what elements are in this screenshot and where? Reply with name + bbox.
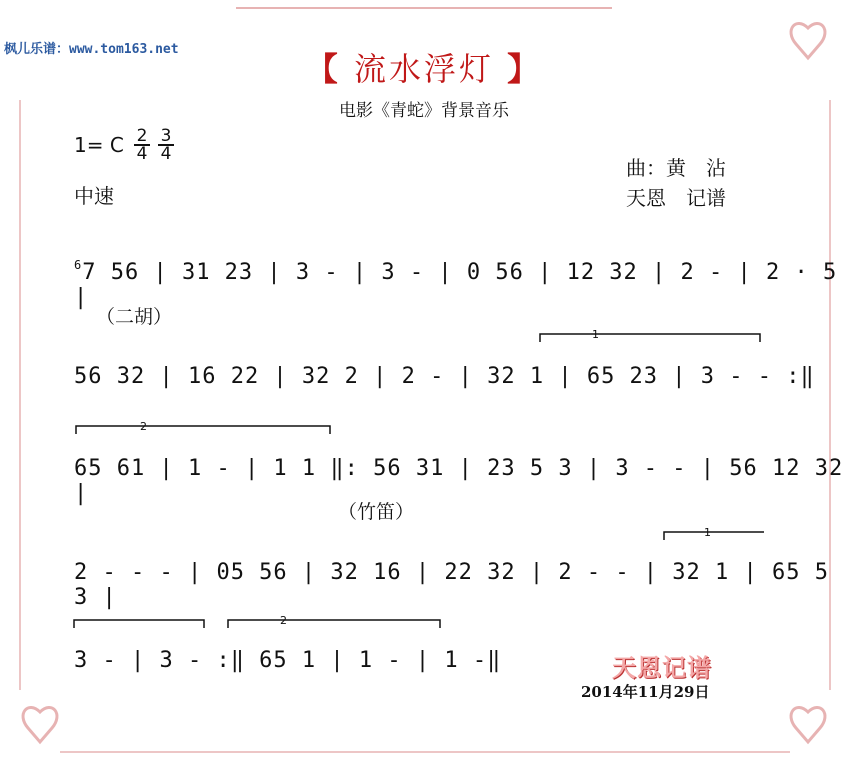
transcription-date: 2014年11月29日 bbox=[581, 683, 710, 701]
music-line-4 bbox=[74, 560, 848, 610]
svg-text:1: 1 bbox=[704, 526, 711, 539]
music-notes: 56 32 | 16 22 | 32 2 | 2 - | 32 1 | 65 23 | 3 - - :‖ bbox=[74, 364, 815, 389]
title-left-bracket: 【 bbox=[305, 50, 341, 88]
music-notes: 3 - | 3 - :‖ 65 1 | 1 - | 1 -‖ bbox=[74, 648, 502, 673]
key-signature: 1= C bbox=[74, 133, 124, 157]
time-signature-numerator: 3 bbox=[158, 128, 174, 146]
title-right-bracket: 】 bbox=[507, 50, 543, 88]
time-signature-numerator: 2 bbox=[134, 128, 150, 146]
music-line-2 bbox=[74, 364, 815, 389]
time-signature-denominator: 4 bbox=[160, 144, 172, 164]
svg-text:2: 2 bbox=[280, 614, 287, 627]
site-watermark: 枫儿乐谱：www.tom163.net bbox=[4, 42, 179, 57]
grace-note: 6 bbox=[74, 258, 83, 272]
svg-text:2: 2 bbox=[140, 420, 147, 433]
composer-credit: 曲：黄 沾 bbox=[626, 156, 726, 180]
song-title bbox=[0, 44, 848, 90]
song-subtitle: 电影《青蛇》背景音乐 bbox=[339, 101, 509, 121]
music-line-1 bbox=[74, 258, 848, 310]
svg-text:1: 1 bbox=[592, 328, 599, 341]
music-notes: 7 56 | 31 23 | 3 - | 3 - | 0 56 | 12 32 | 2 - | 2 · 5 | bbox=[74, 260, 838, 310]
title-text: 流水浮灯 bbox=[353, 50, 494, 88]
time-signature-denominator: 4 bbox=[136, 144, 148, 164]
music-line-3 bbox=[74, 456, 848, 506]
heart-ornament-icon bbox=[23, 707, 57, 742]
instrument-label-erhu: （二胡） bbox=[96, 306, 173, 328]
time-signature bbox=[158, 128, 174, 162]
tempo-marking: 中速 bbox=[74, 184, 114, 208]
transcriber-stamp: 天恩记谱 bbox=[612, 653, 712, 682]
time-signature bbox=[134, 128, 150, 162]
music-line-5 bbox=[74, 648, 501, 673]
instrument-label-dizi: （竹笛） bbox=[338, 501, 415, 523]
transcriber-credit: 天恩 记谱 bbox=[626, 186, 726, 210]
music-notes: 65 61 | 1 - | 1 1 ‖: 56 31 | 23 5 3 | 3 - - | 56 12 32 | bbox=[74, 456, 844, 506]
music-notes: 2 - - - | 05 56 | 32 16 | 22 32 | 2 - - | 32 1 | 65 5 3 | bbox=[74, 560, 829, 610]
heart-ornament-icon bbox=[791, 707, 825, 742]
